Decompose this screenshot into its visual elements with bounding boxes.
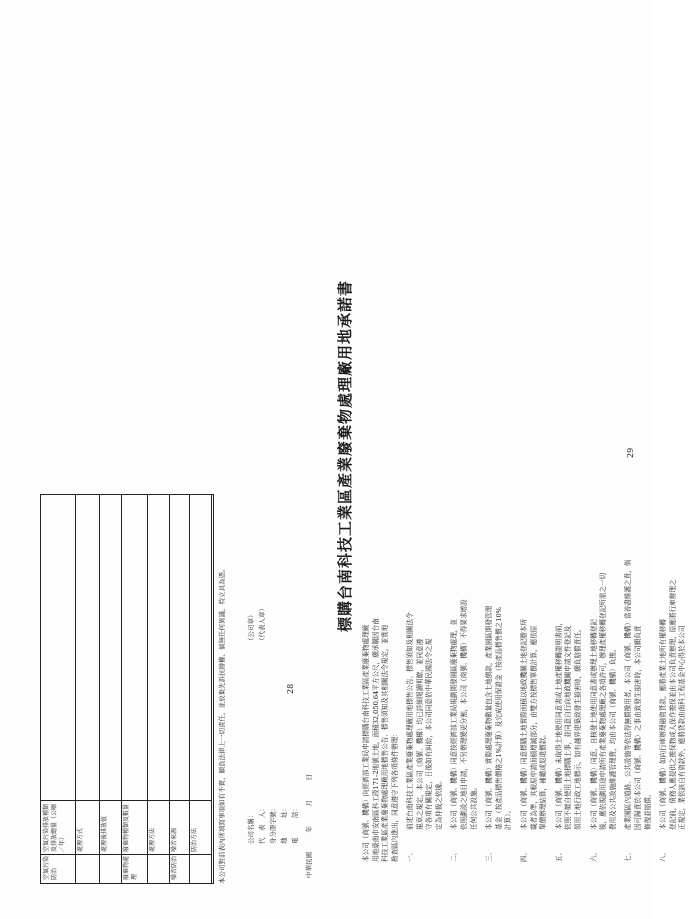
commitment-item-line	[564, 42, 574, 862]
table-label-cell	[189, 800, 211, 855]
stamp-placeholder: （代表人章）	[258, 605, 266, 644]
table-group-label: 空氣污染防治	[43, 855, 58, 880]
item-text: 單價辦理結算，補繳或退還價款。	[539, 731, 548, 830]
intro-line: 用地臺南市安南區科工段171-2地號土地，面積32,050.64平方公尺，願承購因台南	[371, 618, 380, 862]
item-text: 前述台南科技工業區產業廢棄物處理廠用地標售公告、標售須知及相關法令	[406, 612, 414, 830]
commitment-item-line	[574, 42, 584, 862]
table-label-cell	[99, 800, 121, 855]
commitment-item	[520, 42, 549, 862]
signature-field	[246, 812, 255, 845]
commitment-item-line	[435, 42, 445, 862]
item-number: 一、	[406, 848, 414, 862]
commitment-item-line	[530, 42, 540, 862]
signature-field-label: 代 表 人：	[258, 805, 266, 844]
table-group-cell	[189, 854, 211, 883]
table-group-cell	[169, 854, 189, 883]
commitment-item-line	[609, 42, 619, 862]
item-text: 修復並賠償。	[643, 790, 652, 830]
item-text: 本公司（商號、機構）如向行庫辦理融資貸款，應將產業土地所有權移轉	[659, 619, 668, 830]
commitment-item-line	[659, 42, 669, 862]
commitment-item-line	[678, 42, 688, 862]
item-number: 七、	[624, 848, 633, 862]
table-row-label: 處理方式	[77, 827, 84, 852]
item-text: 產業園區內道路、公共設施等依法得無償撥用者，本公司（商號、機構）當善盡維護之責，倘	[624, 559, 633, 830]
table-row	[121, 495, 148, 883]
commitment-item-line	[669, 42, 679, 862]
item-text: 載者為準，其較原申請面積增減部分，由雙方按標售單價計算，應依原	[529, 625, 538, 830]
table-label-cell	[169, 800, 189, 855]
table-label-cell	[75, 800, 99, 855]
table-row-label: 廢棄物種類及數量	[123, 803, 130, 852]
item-text: 正規定，業依該自有資款外，應將貸款由南科工程基金中心得於本公司	[678, 625, 687, 830]
item-text: 計算）。	[504, 806, 513, 830]
commitment-item-line	[495, 42, 505, 862]
commitment-item-line	[406, 42, 416, 862]
table-group-cell	[75, 854, 99, 883]
document-title: 標購台南科技工業區產業廢棄物處理廠用地承諾書	[336, 279, 354, 632]
commitment-item-line	[590, 42, 600, 862]
commitment-item-line	[470, 42, 480, 862]
signature-field-label: 地 址：	[280, 805, 288, 844]
date-line: 中華民國 年 月 日	[305, 774, 313, 878]
commitment-letter-page	[328, 42, 687, 862]
item-number: 六、	[589, 848, 598, 862]
table-group-cell	[121, 854, 147, 883]
signature-field-label: 電 話：	[291, 805, 299, 844]
commitment-item-line	[520, 42, 530, 862]
commitment-item-line	[416, 42, 426, 862]
page-number: 28	[286, 683, 295, 694]
signature-field	[290, 805, 299, 844]
table-row-label: 防治方法	[191, 827, 198, 852]
item-number: 三、	[485, 848, 494, 862]
signature-field-label: 身分證字號：	[269, 805, 277, 844]
page-number: 29	[626, 447, 635, 458]
pollution-control-table	[40, 494, 214, 884]
commitment-item	[406, 42, 444, 862]
signature-field-label: 公司名稱：	[247, 811, 255, 844]
item-text: 任何公共設施。	[469, 783, 478, 830]
signature-field	[268, 805, 277, 844]
table-label-cell	[121, 800, 147, 855]
commitment-item-line	[485, 42, 495, 862]
commitment-item-line	[555, 42, 565, 862]
item-text: 規章之規定，本公司（商號、機構）均已詳細閱讀明瞭，並同意遵	[415, 638, 424, 830]
intro-paragraph	[362, 42, 400, 862]
commitment-item-line	[599, 42, 609, 862]
table-group-cell	[41, 854, 75, 883]
item-text: 本公司（商號、機構）同意，自核發土地使用同意書或辦理土地移轉登記	[589, 619, 598, 830]
commitment-item	[590, 42, 619, 862]
table-row	[99, 495, 122, 883]
declaration-text: 本公司對前表內所填寫事項如有不實，願負法律上一切責任，並放棄先訴抗辯權、倘無任何異議，特立具為憑。	[218, 565, 226, 884]
item-text: 領用土地行政工地標示，如有越界建築致發生損害時，願負賠償責任。	[573, 625, 582, 830]
environment-form-page	[40, 484, 320, 884]
item-text: 依照劃設之地目申請，不另辦理變更分割，本公司（商號、機構）不得要求增設	[459, 599, 468, 830]
commitment-item-line	[460, 42, 470, 862]
item-number: 八、	[659, 848, 668, 862]
item-number: 五、	[554, 848, 563, 862]
item-number: 四、	[520, 848, 528, 862]
table-group-label: 噪音防治	[171, 855, 178, 880]
table-row	[169, 495, 190, 883]
item-text: 登記前，債務人應提供之擔保物或人保作擔保並由本公司負責辦理，原應將行庫辦理之	[668, 579, 677, 830]
item-text: 後，應依規劃用途申請所有產業廢棄物處理廠之各項許可，辦理產權移轉登記所需之一切	[599, 572, 608, 830]
intro-line: 本公司（商號、機構）向經濟部工業局申請標購台南科技工業區產業廢棄物處理廠	[362, 624, 370, 862]
table-group-label: 廢棄物處理	[123, 855, 138, 880]
table-group-cell	[147, 854, 169, 883]
table-label-cell	[41, 800, 75, 855]
item-text: 基金（按產品標售價格之1%計算）及完成使用保證金（按產品標售價之10%	[494, 607, 503, 830]
item-text: 守各項有關規定，日後如有糾紛，本公司同意依中華民國法令之規	[425, 638, 434, 830]
item-text: 依照不擅自使用土地標購土事，並同意自行向地政機關申請文件登記及	[564, 625, 573, 830]
item-text: 本公司（商號、機構）同意按經濟部工業局規劃開發園區廢棄物處理，並	[450, 619, 459, 830]
table-group-cell	[99, 854, 121, 883]
table-row	[147, 495, 170, 883]
table-row	[41, 495, 76, 883]
commitment-item-line	[425, 42, 435, 862]
table-row	[189, 495, 212, 883]
commitment-item-line	[644, 42, 654, 862]
item-text: 費用及公共設施維護管理費，均由本公司（商號、機構）負擔。	[608, 645, 617, 830]
commitment-item	[555, 42, 584, 862]
commitment-item	[485, 42, 514, 862]
table-row	[75, 495, 100, 883]
table-row-label: 噪音來源	[171, 827, 178, 852]
signature-field	[279, 805, 288, 844]
item-text: 本公司（商號、機構）實際處理廢棄物數量包含土地價款，產業園區開發管理	[485, 605, 494, 830]
item-text: 本公司（商號、機構）未取得土地使用同意書或土地產權移轉證明書前，	[554, 619, 563, 830]
intro-line: 勘查區內進出，同意遵守下列各項條件辦理：	[390, 730, 399, 862]
table-row-label: 處理方法	[149, 827, 156, 852]
commitment-item-line	[539, 42, 549, 862]
item-text: 本公司（商號、機構）同意標購土地實際面積以地政機關土地登記謄本所	[520, 619, 528, 830]
intro-line: 科技工業區產業廢棄物處理廠用地標售公告、標售須知及其相關法令規定，並實地	[381, 624, 390, 862]
item-text: 定為仲裁之依據。	[434, 777, 443, 830]
commitment-item	[659, 42, 688, 862]
commitment-item	[450, 42, 479, 862]
signature-field	[257, 805, 266, 844]
table-row-label: 處理後排放值	[101, 815, 108, 852]
commitment-item-line	[450, 42, 460, 862]
table-label-cell	[147, 800, 169, 855]
commitment-item-line	[634, 42, 644, 862]
item-text: 因可歸責於本公司（商號、機構）之事由致發生損害時，本公司願負責	[633, 625, 642, 830]
item-number: 二、	[450, 848, 459, 862]
commitment-item-line	[504, 42, 514, 862]
table-row-label: 空氣污染排放種類及排放總量（公噸／年）	[43, 803, 66, 852]
stamp-placeholder: （公司章）	[247, 611, 255, 644]
